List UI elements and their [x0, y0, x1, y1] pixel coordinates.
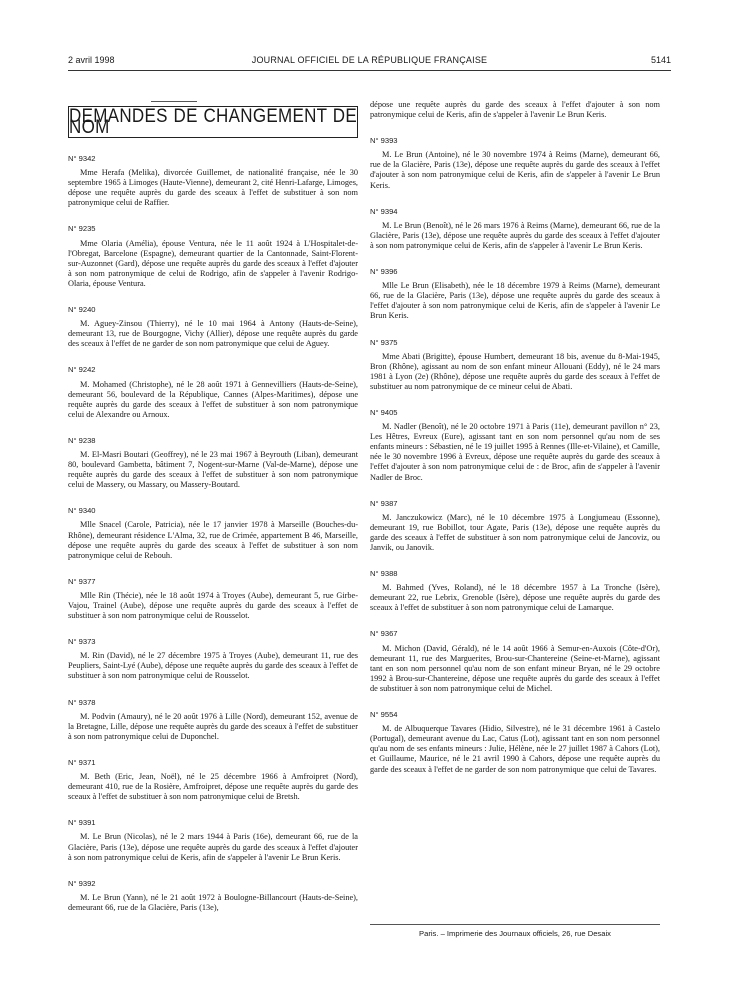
journal-title: JOURNAL OFFICIEL DE LA RÉPUBLIQUE FRANÇAISE [251, 55, 488, 65]
notice-text: M. Nadler (Benoît), né le 20 octobre 1971 à Paris (11e), demeurant pavillon n° 23, Les Hêtres, Evreux (Eure), agissant tant en son nom personnel qu'au nom de ses enfants mineurs : Sébastien, né le 19 juillet 1995 à Rennes (Ille-et-Vilaine), et Camille, née le 30 novembre 1996 à Evreux, dépose une requête auprès du garde des sceaux à l'effet d'ajouter à son nom patronymique celui de : de Broc, afin de s'appeler à l'avenir Nadler de Broc. [370, 422, 660, 482]
notice-entry [370, 207, 660, 251]
notice-entry [68, 305, 358, 349]
page-number: 5141 [650, 55, 671, 65]
notice-entry [68, 154, 358, 208]
right-entries-list [370, 136, 660, 774]
notice-number: N° 9371 [68, 757, 96, 767]
notice-number: N° 9405 [370, 407, 398, 417]
notice-entry [68, 879, 358, 913]
notice-text: M. Mohamed (Christophe), né le 28 août 1971 à Gennevilliers (Hauts-de-Seine), demeurant 56, boulevard de la République, Cannes (Alpes-Maritimes), dépose une requête auprès du garde des sceaux à l'effet de substituer à son nom patronymique celui de Alexandre ou Arnoux. [68, 379, 358, 419]
notice-entry [68, 758, 358, 802]
notice-number: N° 9391 [68, 818, 96, 828]
notice-number: N° 9392 [68, 878, 96, 888]
notice-text: M. Janczukowicz (Marc), né le 10 décembre 1975 à Longjumeau (Essonne), demeurant 19, rue Bobillot, tour Agate, Paris (13e), dépose une requête auprès du garde des sceaux à l'effet de substituer à son nom patronymique celui de Jancoviz, ou Janvik, ou Janovik. [370, 512, 660, 552]
notice-entry [68, 637, 358, 681]
notice-number: N° 9373 [68, 637, 96, 647]
notice-number: N° 9396 [370, 267, 398, 277]
notice-text: Mme Herafa (Melika), divorcée Guillemet, de nationalité française, née le 30 septembre 1965 à Limoges (Haute-Vienne), demeurant 2, cité Henri-Lafarge, Limoges, dépose une requête auprès du garde des sceaux à l'effet de substituer à son nom patronymique celui de Raffier. [68, 168, 358, 208]
continuation-text [370, 100, 660, 120]
continuation-paragraph: dépose une requête auprès du garde des sceaux à l'effet d'ajouter à son nom patronymique celui de Keris, afin de s'appeler à l'avenir Le Brun Keris. [370, 100, 660, 120]
page-header [68, 52, 671, 71]
notice-entry [370, 338, 660, 392]
notice-entry [370, 629, 660, 694]
notice-text: M. Le Brun (Antoine), né le 30 novembre 1974 à Reims (Marne), demeurant 66, rue de la Glacière, Paris (13e), dépose une requête auprès du garde des sceaux à l'effet d'ajouter à son nom patronymique celui de Keris, afin de s'appeler à l'avenir Le Brun Keris. [370, 150, 660, 190]
notice-number: N° 9387 [370, 498, 398, 508]
notice-number: N° 9377 [68, 576, 96, 586]
header-date: 2 avril 1998 [68, 55, 115, 65]
notice-entry [68, 818, 358, 862]
notice-number: N° 9235 [68, 224, 96, 234]
notice-text: Mlle Snacel (Carole, Patricia), née le 17 janvier 1978 à Marseille (Bouches-du-Rhône), demeurant résidence L'Alma, 32, rue de Crimée, appartement B 46, Marseille, dépose une requête auprès du garde des sceaux à l'effet de substituer à son nom patronymique celui de Rebouh. [68, 520, 358, 560]
notice-text: M. de Albuquerque Tavares (Hidio, Silvestre), né le 31 décembre 1961 à Castelo (Portugal), demeurant avenue du Lac, Catus (Lot), agissant tant en son nom personnel qu'au nom de ses enfants mineurs : Julie, Hélène, née le 27 juillet 1987 à Cahors (Lot), et Guillaume, Maurice, né le 21 avril 1990 à Cahors, dépose une requête auprès du garde des sceaux à l'effet de ne garder de son nom patronymique que celui de Tavares. [370, 724, 660, 774]
notice-text: M. Aguey-Zinsou (Thierry), né le 10 mai 1964 à Antony (Hauts-de-Seine), demeurant 13, rue de Bourgogne, Vichy (Allier), dépose une requête auprès du garde des sceaux à l'effet de ne garder de son nom patronymique que celui de Aguey. [68, 319, 358, 349]
notice-number: N° 9340 [68, 506, 96, 516]
notice-entry [68, 224, 358, 289]
right-column [370, 100, 660, 775]
notice-text: M. Beth (Eric, Jean, Noël), né le 25 décembre 1966 à Amfroipret (Nord), demeurant 410, rue de la Rosière, Amfroipret, dépose une requête auprès du garde des sceaux à l'effet de substituer à son nom patronymique celui de Bretsh. [68, 772, 358, 802]
notice-entry [370, 408, 660, 483]
notice-text: Mlle Le Brun (Elisabeth), née le 18 décembre 1979 à Reims (Marne), demeurant 66, rue de la Glacière, Paris (13e), dépose une requête auprès du garde des sceaux à l'effet d'ajouter à son nom patronymique celui de Keris, afin de s'appeler à l'avenir Le Brun Keris. [370, 281, 660, 321]
notice-text: Mme Olaria (Amélia), épouse Ventura, née le 11 août 1924 à L'Hospitalet-de-l'Obregat, Barcelone (Espagne), demeurant quartier de la Cantonnade, Saint-Florent-sur-Auzonnet (Gard), dépose une requête auprès du garde des sceaux à l'effet d'ajouter à son nom patronymique de celui de Rodrigo, afin de s'appeler à l'avenir Rodrigo-Olaria, épouse Ventura. [68, 238, 358, 288]
notice-entry [370, 569, 660, 613]
notice-entry [68, 506, 358, 560]
section-title-box [68, 106, 358, 138]
notice-text: Mlle Rin (Thécie), née le 18 août 1974 à Troyes (Aube), demeurant 5, rue Girbe-Vajou, Trainel (Aube), dépose une requête auprès du garde des sceaux à l'effet de substituer à son nom patronymique celui de Rousselot. [68, 590, 358, 621]
notice-entry [68, 577, 358, 621]
notice-number: N° 9240 [68, 305, 96, 315]
notice-text: M. Le Brun (Nicolas), né le 2 mars 1944 à Paris (16e), demeurant 66, rue de la Glacière, Paris (13e), dépose une requête auprès du garde des sceaux à l'effet d'ajouter à son nom patronymique celui de Keris, afin de s'appeler à l'avenir Le Brun Keris. [68, 832, 358, 862]
notice-text: M. Rin (David), né le 27 décembre 1975 à Troyes (Aube), demeurant 11, rue des Peupliers, Saint-Lyé (Aube), dépose une requête auprès du garde des sceaux à l'effet de substituer à son nom patronymique celui de Rousselot. [68, 651, 358, 681]
left-entries-list [68, 154, 358, 913]
notice-number: N° 9375 [370, 337, 398, 347]
notice-entry [68, 436, 358, 490]
notice-number: N° 9554 [370, 710, 398, 720]
notice-text: M. Bahmed (Yves, Roland), né le 18 décembre 1957 à La Tronche (Isère), demeurant 22, rue Lebrix, Grenoble (Isère), dépose une requête auprès du garde des sceaux à l'effet de substituer à son nom patronymique celui de Lamarque. [370, 583, 660, 613]
section-title: DEMANDES DE CHANGEMENT DE NOM [69, 105, 357, 138]
notice-entry [68, 365, 358, 419]
notice-number: N° 9367 [370, 629, 398, 639]
notice-text: M. El-Masri Boutari (Geoffrey), né le 23 mai 1967 à Beyrouth (Liban), demeurant 80, boulevard Gambetta, bâtiment 7, Nogent-sur-Marne (Val-de-Marne), dépose une requête auprès du garde des sceaux à l'effet de substituer à son nom patronymique celui de Massery, ou Massary, ou Massery-Boutard. [68, 449, 358, 490]
notice-number: N° 9242 [68, 365, 96, 375]
notice-text: M. Podvin (Amaury), né le 20 août 1976 à Lille (Nord), demeurant 152, avenue de la Bretagne, Lille, dépose une requête auprès du garde des sceaux à l'effet de substituer à son nom patronymique celui de Duponchel. [68, 711, 358, 741]
notice-text: M. Michon (David, Gérald), né le 14 août 1966 à Semur-en-Auxois (Côte-d'Or), demeurant 11, rue des Marguerites, Brou-sur-Chantereine (Seine-et-Marne), agissant tant en son nom personnel qu'au nom de son enfant mineur Bryan, né le 29 octobre 1992 à Brou-sur-Chantereine, dépose une requête auprès du garde des sceaux à l'effet de substituer à son nom patronymique celui de Michel. [370, 643, 660, 693]
left-column [68, 102, 358, 913]
notice-text: M. Le Brun (Benoît), né le 26 mars 1976 à Reims (Marne), demeurant 66, rue de la Glacière, Paris (13e), dépose une requête auprès du garde des sceaux à l'effet d'ajouter à son nom patronymique celui de Keris, afin de s'appeler à l'avenir Le Brun Keris. [370, 220, 660, 250]
notice-number: N° 9238 [68, 435, 96, 445]
notice-entry [370, 136, 660, 190]
notice-entry [370, 499, 660, 553]
notice-number: N° 9342 [68, 154, 96, 163]
notice-number: N° 9388 [370, 569, 398, 579]
imprint-footer: Paris. – Imprimerie des Journaux officiels, 26, rue Desaix [370, 924, 660, 938]
notice-number: N° 9393 [370, 136, 398, 146]
notice-number: N° 9394 [370, 206, 398, 216]
notice-entry [370, 710, 660, 775]
notice-text: Mme Abati (Brigitte), épouse Humbert, demeurant 18 bis, avenue du 8-Mai-1945, Bron (Rhône), agissant au nom de son enfant mineur Allouani (Eddy), né le 24 mars 1981 à Lyon (2e) (Rhône), dépose une requête auprès du garde des sceaux à l'effet de substituer au nom patronymique de ce mineur celui de Abati. [370, 351, 660, 391]
notice-text: M. Le Brun (Yann), né le 21 août 1972 à Boulogne-Billancourt (Hauts-de-Seine), demeurant 66, rue de la Glacière, Paris (13e), [68, 892, 358, 912]
notice-entry [68, 698, 358, 742]
notice-number: N° 9378 [68, 697, 96, 707]
notice-entry [370, 267, 660, 321]
